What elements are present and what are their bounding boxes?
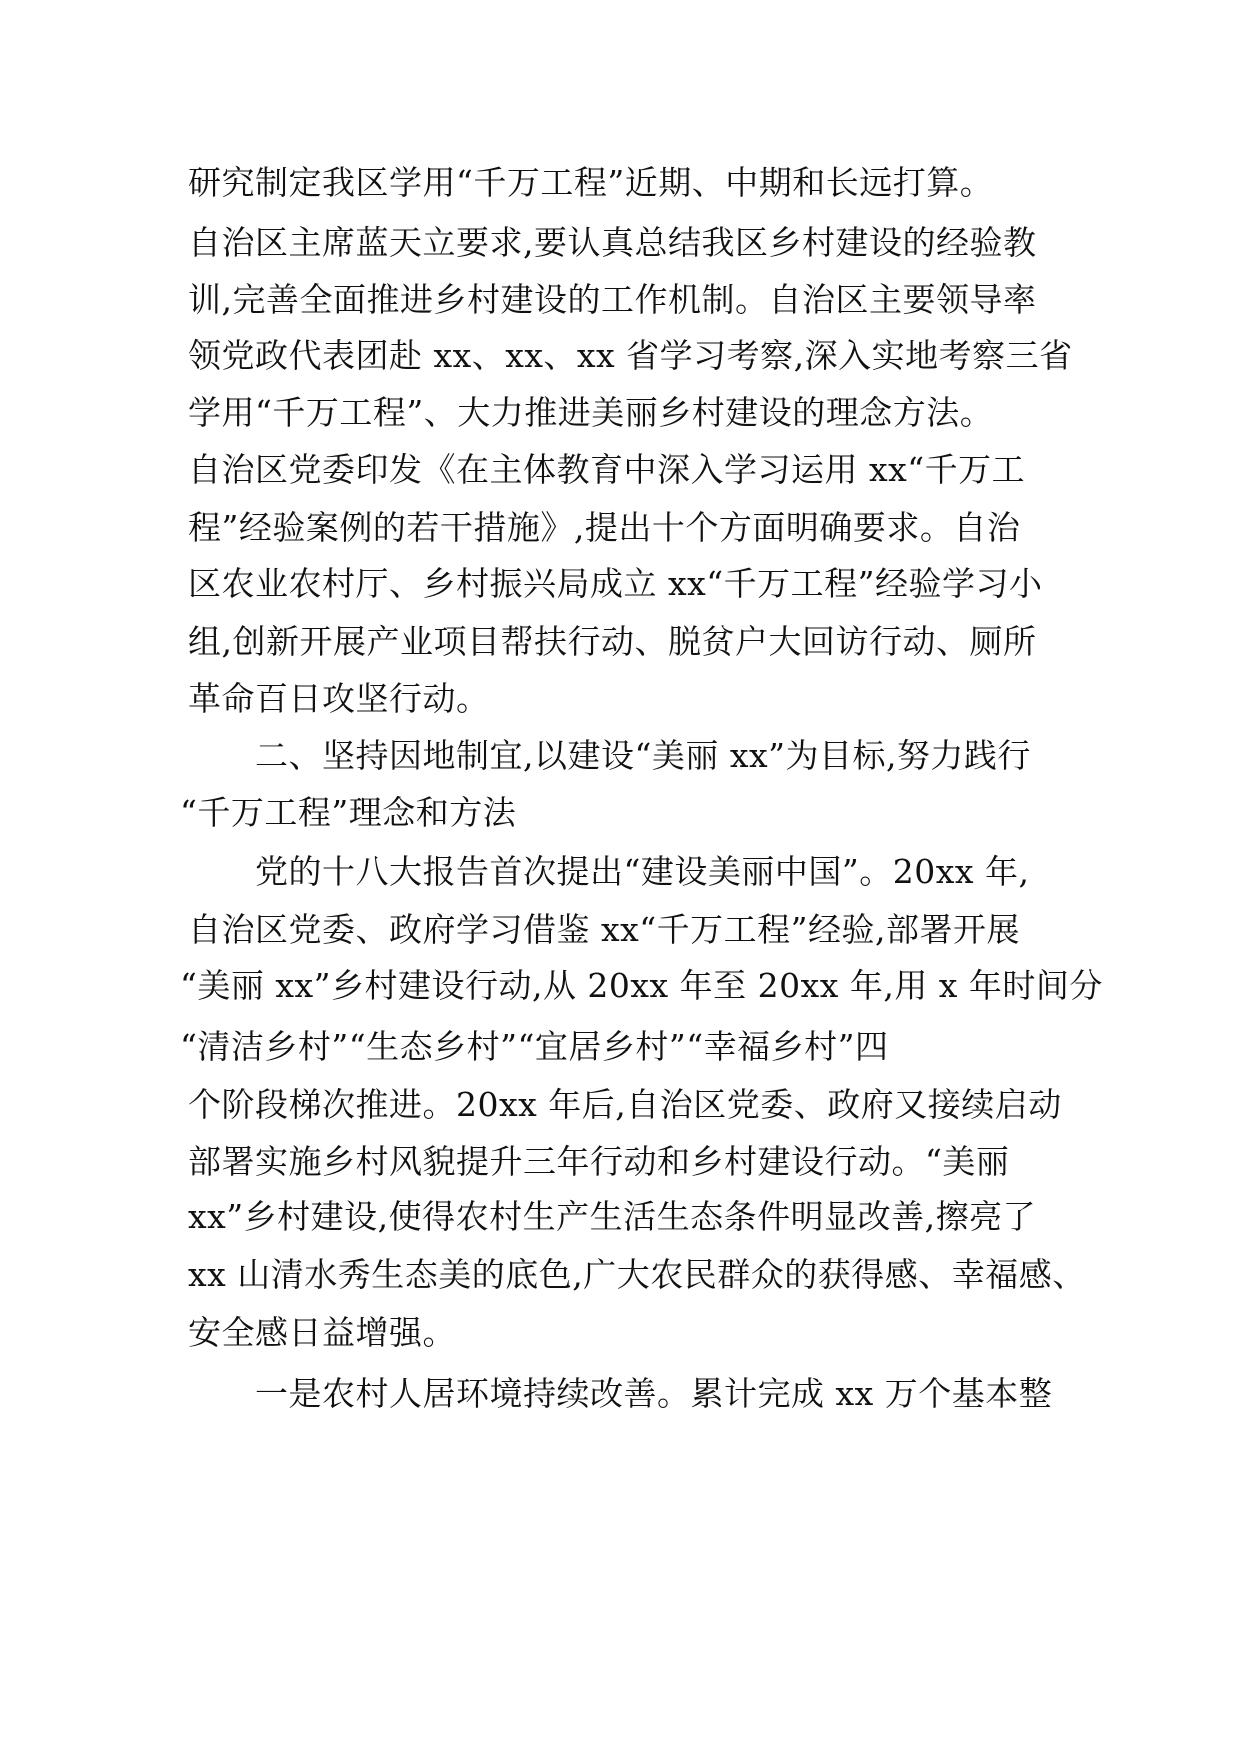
body-text-line: 自治区党委印发《在主体教育中深入学习运用 xx“千万工 [188,450,1026,489]
body-text-line: 安全感日益增强。 [188,1313,456,1352]
body-text-line: 自治区主席蓝天立要求,要认真总结我区乡村建设的经验教 [188,223,1037,262]
paragraph-start-line: 一是农村人居环境持续改善。累计完成 xx 万个基本整 [255,1374,1053,1413]
body-text-line: xx”乡村建设,使得农村生产生活生态条件明显改善,擦亮了 [188,1197,1037,1236]
body-text-line: 学用“千万工程”、大力推进美丽乡村建设的理念方法。 [188,393,994,432]
section-heading-line: 二、坚持因地制宜,以建设“美丽 xx”为目标,努力践行 [255,736,1031,775]
body-text-line: 研究制定我区学用“千万工程”近期、中期和长远打算。 [188,163,994,202]
body-text-line: 训,完善全面推进乡村建设的工作机制。自治区主要领导率 [188,280,1037,319]
body-text-line: 自治区党委、政府学习借鉴 xx“千万工程”经验,部署开展 [188,910,1020,949]
body-text-line: 区农业农村厅、乡村振兴局成立 xx“千万工程”经验学习小 [188,564,1043,603]
body-text-line: 领党政代表团赴 xx、xx、xx 省学习考察,深入实地考察三省 [188,336,1073,375]
paragraph-start-line: 党的十八大报告首次提出“建设美丽中国”。20xx 年, [255,852,1030,891]
body-text-line: “美丽 xx”乡村建设行动,从 20xx 年至 20xx 年,用 x 年时间分 [180,966,1103,1005]
body-text-line: xx 山清水秀生态美的底色,广大农民群众的获得感、幸福感、 [188,1255,1086,1294]
body-text-line: “清洁乡村”“生态乡村”“宜居乡村”“幸福乡村”四 [180,1027,889,1066]
body-text-line: 程”经验案例的若干措施》,提出十个方面明确要求。自治 [188,508,1021,547]
body-text-line: 部署实施乡村风貌提升三年行动和乡村建设行动。“美丽 [188,1142,1010,1181]
body-text-line: 革命百日攻坚行动。 [188,679,490,718]
body-text-line: 个阶段梯次推进。20xx 年后,自治区党委、政府又接续启动 [188,1085,1062,1124]
body-text-line: 组,创新开展产业项目帮扶行动、脱贫户大回访行动、厕所 [188,622,1037,661]
section-heading-line: “千万工程”理念和方法 [180,793,517,832]
